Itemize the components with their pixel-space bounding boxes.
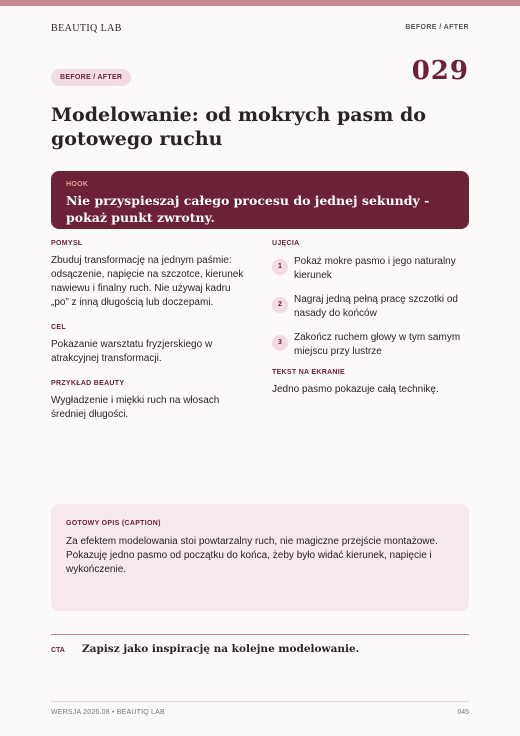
step-number-badge: 2 xyxy=(272,297,288,313)
footer-divider xyxy=(51,701,469,702)
right-column xyxy=(272,240,470,397)
example-text: Wygładzenie i miękki ruch na włosach średniej długości. xyxy=(51,395,220,420)
hook-label: HOOK xyxy=(66,181,89,188)
screen-text: Jedno pasmo pokazuje całą technikę. xyxy=(272,384,439,395)
header-category: BEFORE / AFTER xyxy=(405,24,469,31)
caption-box xyxy=(51,504,469,611)
idea-label: POMYSŁ xyxy=(51,240,83,247)
footer-page-number: 045 xyxy=(457,709,469,716)
shot-item xyxy=(272,331,470,359)
category-pill: BEFORE / AFTER xyxy=(51,69,131,86)
step-number-badge: 1 xyxy=(272,259,288,275)
screen-text-label: TEKST NA EKRANIE xyxy=(272,369,345,376)
goal-text: Pokazanie warsztatu fryzjerskiego w atrakcyjnej transformacji. xyxy=(51,339,213,364)
cta-label: CTA xyxy=(51,647,65,654)
caption-text: Za efektem modelowania stoi powtarzalny ruch, nie magiczne przejście montażowe. Pokazuję jedno pasmo od początku do końca, żeby było widać kierunek, napięcie i wykończenie. xyxy=(66,536,438,575)
left-column xyxy=(51,240,249,422)
cta-divider xyxy=(51,634,469,635)
shots-label: UJĘCIA xyxy=(272,240,300,247)
hook-text: Nie przyspieszaj całego procesu do jednej sekundy - pokaż punkt zwrotny. xyxy=(66,193,430,225)
top-accent-bar xyxy=(0,0,520,6)
brand-name: BEAUTIQ LAB xyxy=(51,23,122,34)
footer-version: WERSJA 2026.08 • BEAUTIQ LAB xyxy=(51,709,165,716)
shot-text: Zakończ ruchem głowy w tym samym miejscu przy lustrze xyxy=(294,332,461,357)
goal-label: CEL xyxy=(51,324,66,331)
idea-text: Zbuduj transformację na jednym paśmie: odsączenie, napięcie na szczotce, kierunek nawiewu i finalny ruch. Nie używaj kadru „po” z inną długością lub doczepami. xyxy=(51,255,244,308)
page-number: 029 xyxy=(411,56,469,86)
shot-item xyxy=(272,255,470,283)
hook-box xyxy=(51,171,469,229)
caption-label: GOTOWY OPIS (CAPTION) xyxy=(66,520,161,527)
shots-list xyxy=(272,255,470,359)
shot-text: Nagraj jedną pełną pracę szczotki od nasady do końców xyxy=(294,294,458,319)
step-number-badge: 3 xyxy=(272,335,288,351)
cta-text: Zapisz jako inspirację na kolejne modelowanie. xyxy=(82,643,360,655)
example-label: PRZYKŁAD BEAUTY xyxy=(51,380,125,387)
shot-item xyxy=(272,293,470,321)
page-title: Modelowanie: od mokrych pasm do gotowego ruchu xyxy=(51,104,426,150)
shot-text: Pokaż mokre pasmo i jego naturalny kierunek xyxy=(294,256,456,281)
